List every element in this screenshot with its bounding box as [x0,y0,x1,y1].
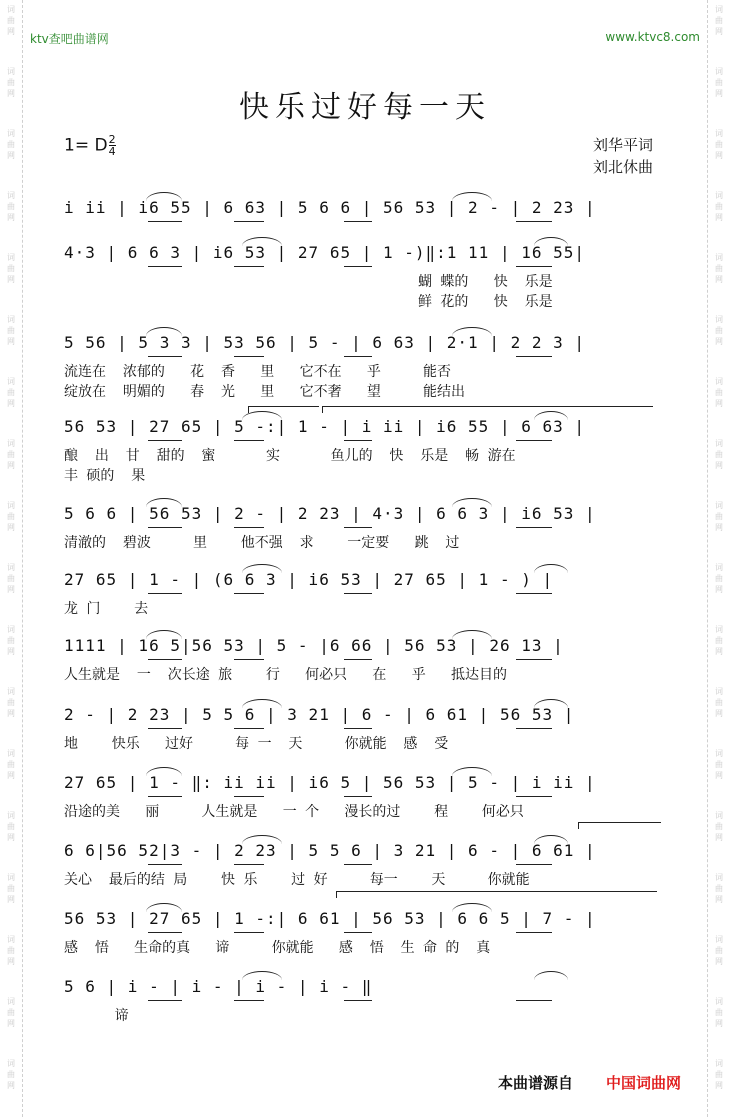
watermark-char: 曲 [715,450,723,459]
watermark-mark [3,996,19,1029]
watermark-char: 曲 [715,698,723,707]
lyric-line: 龙 门 去 [64,601,149,617]
beam-underline [344,527,372,528]
composer-credit: 刘北休曲 [592,158,653,176]
watermark-char: 网 [7,275,15,284]
beam-underline [234,1000,264,1001]
watermark-char: 网 [7,647,15,656]
watermark-char: 网 [7,833,15,842]
watermark-char: 网 [715,957,723,966]
watermark-mark [3,314,19,347]
beam-underline [234,356,264,357]
beam-underline [516,593,552,594]
beam-underline [516,796,552,797]
notation-line: 5 6 | i - | i - | i - | i - ‖ [64,977,373,996]
slur [534,237,568,246]
left-watermark-strip [0,0,23,1117]
watermark-char: 网 [715,213,723,222]
watermark-char: 网 [715,585,723,594]
watermark-mark [711,996,727,1029]
beam-underline [344,356,372,357]
watermark-char: 曲 [715,884,723,893]
watermark-mark [3,686,19,719]
watermark-char: 曲 [7,264,15,273]
watermark-char: 网 [715,337,723,346]
watermark-char: 曲 [7,760,15,769]
watermark-char: 曲 [7,140,15,149]
watermark-mark [3,562,19,595]
watermark-char: 网 [7,957,15,966]
watermark-mark [3,500,19,533]
lyricist-credit: 刘华平词 [592,136,653,154]
watermark-mark [711,376,727,409]
beam-underline [234,527,264,528]
watermark-char: 曲 [7,574,15,583]
watermark-char: 网 [715,275,723,284]
watermark-char: 网 [7,337,15,346]
watermark-char: 曲 [715,636,723,645]
watermark-mark [711,686,727,719]
watermark-mark [3,128,19,161]
site-name-header: ktv查吧曲谱网 [30,32,109,46]
watermark-char: 曲 [715,78,723,87]
lyric-line: 谛 [64,1008,129,1024]
watermark-char: 词 [715,129,723,138]
watermark-mark [3,624,19,657]
slur [242,237,282,246]
watermark-char: 词 [7,625,15,634]
watermark-char: 词 [7,811,15,820]
watermark-char: 词 [7,253,15,262]
watermark-char: 曲 [7,884,15,893]
score-row [64,241,660,265]
beam-underline [148,659,182,660]
lyric-line: 酿 出 甘 甜的 蜜 实 鱼儿的 快 乐是 畅 游在 [64,448,516,464]
watermark-char: 网 [7,89,15,98]
watermark-char: 网 [715,647,723,656]
watermark-char: 曲 [715,202,723,211]
slur [452,327,492,336]
watermark-char: 词 [715,501,723,510]
watermark-char: 曲 [7,512,15,521]
watermark-mark [3,748,19,781]
slur [534,971,568,980]
watermark-char: 网 [7,771,15,780]
watermark-char: 曲 [715,822,723,831]
score-row [64,975,660,999]
song-title: 快乐过好每一天 [239,90,491,125]
watermark-char: 网 [7,151,15,160]
watermark-char: 词 [7,563,15,572]
beam-underline [516,659,552,660]
watermark-char: 词 [7,191,15,200]
slur [146,767,182,776]
watermark-mark [3,934,19,967]
watermark-char: 词 [7,129,15,138]
watermark-char: 词 [715,873,723,882]
lyric-line: 感 悟 生命的真 谛 你就能 感 悟 生 命 的 真 [64,940,491,956]
beam-underline [516,728,552,729]
watermark-char: 曲 [715,264,723,273]
watermark-char: 曲 [715,946,723,955]
watermark-char: 曲 [715,388,723,397]
beam-underline [148,221,182,222]
beam-underline [344,440,372,441]
watermark-char: 网 [7,213,15,222]
watermark-mark [711,624,727,657]
watermark-char: 词 [715,315,723,324]
slur [534,835,568,844]
score-row [64,415,660,439]
beam-underline [234,864,264,865]
score-row [64,634,660,658]
beam-underline [234,440,264,441]
watermark-char: 词 [715,191,723,200]
watermark-mark [711,252,727,285]
watermark-char: 曲 [7,636,15,645]
watermark-char: 网 [715,89,723,98]
volta-bracket [322,406,653,413]
watermark-char: 词 [7,687,15,696]
watermark-char: 曲 [7,946,15,955]
score-row [64,907,660,931]
watermark-char: 词 [715,749,723,758]
notation-line: 27 65 | 1 - ‖: ii ii | i6 5 | 56 53 | 5 - | i ii | [64,773,596,792]
beam-underline [148,932,182,933]
watermark-char: 词 [7,997,15,1006]
slur [242,564,282,573]
watermark-char: 网 [7,895,15,904]
watermark-char: 曲 [7,202,15,211]
notation-line: 2 - | 2 23 | 5 5 6 | 3 21 | 6 - | 6 61 | 56 53 | [64,705,575,724]
beam-underline [234,593,264,594]
watermark-mark [711,810,727,843]
beam-underline [234,932,264,933]
key-signature [64,134,116,157]
watermark-mark [711,872,727,905]
slur [452,192,492,201]
beam-underline [344,864,372,865]
beam-underline [344,593,372,594]
watermark-char: 网 [7,709,15,718]
watermark-char: 网 [715,523,723,532]
score-row [64,839,660,863]
lyric-line: 蝴 蝶的 快 乐是 [64,274,553,290]
notation-line: 56 53 | 27 65 | 5 -:| 1 - | i ii | i6 55 | 6 63 | [64,417,586,436]
score-row [64,703,660,727]
watermark-char: 网 [715,1019,723,1028]
beam-underline [148,864,182,865]
watermark-mark [711,190,727,223]
watermark-char: 网 [715,461,723,470]
watermark-char: 网 [7,523,15,532]
lyric-line: 沿途的美 丽 人生就是 一 个 漫长的过 程 何必只 [64,804,524,820]
beam-underline [148,356,182,357]
beam-underline [344,796,372,797]
watermark-char: 词 [7,749,15,758]
lyric-line: 鲜 花的 快 乐是 [64,294,553,310]
notation-line: 56 53 | 27 65 | 1 -:| 6 61 | 56 53 | 6 6 5 | 7 - | [64,909,596,928]
watermark-char: 曲 [715,1008,723,1017]
watermark-char: 曲 [7,1008,15,1017]
watermark-mark [3,872,19,905]
watermark-char: 词 [7,67,15,76]
lyric-line: 关心 最后的结 局 快 乐 过 好 每一 天 你就能 [64,872,530,888]
beam-underline [148,796,182,797]
watermark-char: 网 [715,151,723,160]
watermark-mark [711,4,727,37]
watermark-mark [711,934,727,967]
watermark-mark [3,1058,19,1091]
watermark-char: 曲 [715,512,723,521]
beam-underline [516,221,552,222]
beam-underline [516,440,552,441]
watermark-mark [711,314,727,347]
notation-line: 6 6|56 52|3 - | 2 23 | 5 5 6 | 3 21 | 6 - | 6 61 | [64,841,596,860]
beam-underline [148,1000,182,1001]
beam-underline [516,864,552,865]
lyric-line: 丰 硕的 果 [64,468,146,484]
watermark-char: 曲 [715,326,723,335]
beam-underline [344,1000,372,1001]
score-row [64,771,660,795]
watermark-char: 网 [715,895,723,904]
slur [146,327,182,336]
beam-underline [148,266,182,267]
watermark-mark [711,748,727,781]
volta-bracket [578,822,661,829]
watermark-mark [3,376,19,409]
watermark-char: 网 [7,461,15,470]
slur [146,192,182,201]
watermark-char: 词 [715,625,723,634]
score-row [64,502,660,526]
watermark-mark [3,810,19,843]
watermark-char: 网 [715,1081,723,1090]
watermark-char: 网 [7,399,15,408]
watermark-char: 词 [7,935,15,944]
watermark-mark [711,128,727,161]
site-url-header: www.ktvc8.com [605,30,700,44]
beam-underline [344,659,372,660]
watermark-char: 词 [7,315,15,324]
watermark-char: 网 [7,585,15,594]
beam-underline [344,728,372,729]
watermark-mark [711,500,727,533]
beam-underline [344,932,372,933]
watermark-char: 词 [715,439,723,448]
score-row [64,568,660,592]
watermark-char: 曲 [7,450,15,459]
watermark-char: 网 [7,1081,15,1090]
slur [452,630,492,639]
watermark-char: 词 [7,873,15,882]
watermark-mark [3,438,19,471]
slur [146,903,182,912]
slur [242,835,282,844]
watermark-mark [3,4,19,37]
watermark-char: 曲 [715,1070,723,1079]
watermark-char: 曲 [7,16,15,25]
watermark-char: 词 [715,5,723,14]
volta-bracket [336,891,657,898]
watermark-char: 词 [715,377,723,386]
watermark-char: 词 [715,935,723,944]
watermark-char: 曲 [7,822,15,831]
beam-underline [344,221,372,222]
volta-bracket [248,406,319,413]
lyric-line: 流连在 浓郁的 花 香 里 它不在 乎 能否 [64,364,452,380]
notation-line: 1111 | 16 5|56 53 | 5 - |6 66 | 56 53 | 26 13 | [64,636,564,655]
watermark-char: 词 [715,253,723,262]
slur [452,903,492,912]
notation-line: 5 6 6 | 56 53 | 2 - | 2 23 | 4·3 | 6 6 3 | i6 53 | [64,504,596,523]
slur [534,699,568,708]
watermark-mark [3,190,19,223]
watermark-char: 词 [7,501,15,510]
beam-underline [234,796,264,797]
key-label: 1= D [64,135,108,156]
watermark-char: 曲 [715,574,723,583]
beam-underline [148,593,182,594]
watermark-char: 词 [715,997,723,1006]
watermark-char: 曲 [715,140,723,149]
time-signature: $\frac{2}{4}$ [108,133,116,158]
beam-underline [148,728,182,729]
lyric-line: 绽放在 明媚的 春 光 里 它不奢 望 能结出 [64,384,466,400]
lyric-line: 清澈的 碧波 里 他不强 求 一定要 跳 过 [64,535,460,551]
slur [242,971,282,980]
watermark-char: 网 [715,833,723,842]
watermark-mark [711,438,727,471]
watermark-char: 词 [715,687,723,696]
watermark-char: 词 [7,377,15,386]
watermark-char: 词 [7,439,15,448]
lyric-line: 人生就是 一 次长途 旅 行 何必只 在 乎 抵达目的 [64,667,508,683]
watermark-char: 曲 [7,388,15,397]
notation-line: i ii | i6 55 | 6 63 | 5 6 6 | 56 53 | 2 - | 2 23 | [64,198,596,217]
watermark-char: 网 [7,1019,15,1028]
score-row [64,196,660,220]
beam-underline [344,266,372,267]
watermark-char: 网 [715,27,723,36]
watermark-char: 曲 [7,1070,15,1079]
watermark-char: 曲 [715,16,723,25]
score-row [64,331,660,355]
beam-underline [234,659,264,660]
watermark-char: 曲 [7,698,15,707]
beam-underline [148,527,182,528]
notation-line: 27 65 | 1 - | (6 6 3 | i6 53 | 27 65 | 1 - ) | [64,570,554,589]
beam-underline [516,932,552,933]
notation-line: 5 56 | 5 3 3 | 53 56 | 5 - | 6 63 | 2·1 | 2 2 3 | [64,333,586,352]
watermark-mark [3,252,19,285]
watermark-char: 曲 [7,326,15,335]
slur [452,498,492,507]
beam-underline [516,356,552,357]
watermark-char: 网 [7,27,15,36]
watermark-char: 网 [715,399,723,408]
watermark-char: 曲 [715,760,723,769]
beam-underline [234,728,264,729]
beam-underline [516,1000,552,1001]
watermark-char: 词 [7,1059,15,1068]
right-watermark-strip [707,0,730,1117]
watermark-mark [711,562,727,595]
beam-underline [516,527,552,528]
slur [452,767,492,776]
beam-underline [234,266,264,267]
watermark-char: 词 [715,563,723,572]
notation-line: 4·3 | 6 6 3 | i6 53 | 27 65 | 1 -)‖:1 11 | 16 55| [64,243,586,262]
slur [534,564,568,573]
lyric-line: 地 快乐 过好 每 一 天 你就能 感 受 [64,736,449,752]
watermark-char: 词 [7,5,15,14]
source-brand: 中国词曲网 [606,1074,682,1092]
watermark-char: 词 [715,1059,723,1068]
slur [242,699,282,708]
watermark-char: 曲 [7,78,15,87]
watermark-mark [711,1058,727,1091]
watermark-char: 词 [715,67,723,76]
beam-underline [234,221,264,222]
slur [146,498,182,507]
beam-underline [516,266,552,267]
source-label: 本曲谱源自 [498,1074,574,1092]
watermark-char: 词 [715,811,723,820]
slur [146,630,182,639]
watermark-char: 网 [715,709,723,718]
watermark-char: 网 [715,771,723,780]
beam-underline [148,440,182,441]
